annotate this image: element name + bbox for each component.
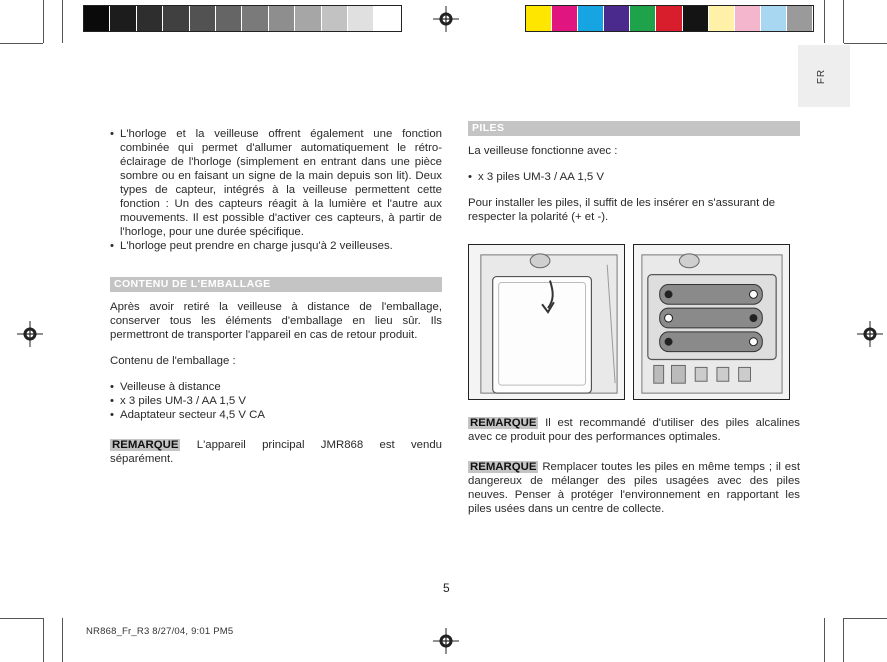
remark-text: Remplacer toutes les piles en même temps ; il est dangereux de mélanger des piles usagées avec des piles neuves. Penser à protéger l'environnement en rapportant les piles usées dans un centre de collecte. [468, 461, 800, 515]
battery-item: • x 3 piles UM-3 / AA 1,5 V [468, 170, 800, 184]
color-swatch [604, 6, 630, 31]
color-swatch [630, 6, 656, 31]
battery-illustrations [468, 244, 800, 400]
color-swatch [683, 6, 709, 31]
crop-mark [824, 0, 825, 43]
grey-swatch [110, 6, 136, 31]
color-swatch [578, 6, 604, 31]
right-column [468, 121, 800, 516]
color-swatch [656, 6, 682, 31]
color-swatch [709, 6, 735, 31]
crop-mark [62, 0, 63, 43]
grey-swatch [163, 6, 189, 31]
install-paragraph: Pour installer les piles, il suffit de les insérer en s'assurant de respecter la polarité (+ et -). [468, 197, 776, 223]
remark-label: REMARQUE [112, 439, 179, 451]
grey-swatch [374, 6, 400, 31]
grey-swatch [322, 6, 348, 31]
grey-swatch [190, 6, 216, 31]
page-number: 5 [443, 581, 450, 595]
left-column [110, 127, 442, 466]
grey-swatch [348, 6, 374, 31]
crop-mark [844, 43, 887, 44]
language-code: FR [816, 68, 828, 85]
remark-paragraph [110, 438, 442, 466]
unpack-paragraph: Après avoir retiré la veilleuse à distance de l'emballage, conserver tous les éléments d'emballage en lieu sûr. Ils permettront de transporter l'appareil en cas de retour produit. [110, 301, 442, 341]
remark-paragraph [468, 416, 800, 444]
grey-swatch [269, 6, 295, 31]
crop-mark [843, 618, 844, 662]
language-tab [798, 45, 850, 107]
grey-swatch [137, 6, 163, 31]
crop-mark [62, 618, 63, 662]
battery-cover-illustration [468, 244, 625, 400]
feature-bullet: • L'horloge peut prendre en charge jusqu'à 2 veilleuses. [110, 239, 442, 253]
crop-mark [0, 618, 43, 619]
registration-mark-icon [17, 321, 43, 347]
crop-mark [43, 618, 44, 662]
grey-swatch [295, 6, 321, 31]
registration-mark-icon [857, 321, 883, 347]
color-swatch [787, 6, 813, 31]
remark-label: REMARQUE [470, 417, 537, 429]
battery-compartment-illustration [633, 244, 790, 400]
color-swatch [761, 6, 787, 31]
color-swatch [552, 6, 578, 31]
grey-calibration-bar [83, 5, 402, 32]
grey-swatch [216, 6, 242, 31]
contents-label: Contenu de l'emballage : [110, 355, 236, 367]
crop-mark [844, 618, 887, 619]
section-heading-batteries: PILES [468, 121, 800, 136]
color-swatch [735, 6, 761, 31]
section-heading-packaging: CONTENU DE L'EMBALLAGE [110, 277, 442, 292]
crop-mark [843, 0, 844, 43]
feature-bullet: • L'horloge et la veilleuse offrent également une fonction combinée qui permet d'allumer automatiquement le rétro-éclairage de l'horloge (simplement en entrant dans une pièce sombre ou en faisant un signe de la main depuis son lit). Deux types de capteur, intégrés à la veilleuse permettent cette fonction : Un des capteurs réagit à la lumière et l'autre aux mouvements. Il est possible d'activer ces capteurs, à partir de l'horloge, pour une durée spécifique. [110, 127, 442, 239]
contents-item: • x 3 piles UM-3 / AA 1,5 V [110, 394, 442, 408]
battery-intro: La veilleuse fonctionne avec : [468, 145, 618, 157]
grey-swatch [84, 6, 110, 31]
remark-text: Il est recommandé d'utiliser des piles alcalines avec ce produit pour des performances optimales. [468, 417, 800, 443]
crop-mark [43, 0, 44, 43]
contents-item: • Veilleuse à distance [110, 380, 442, 394]
grey-swatch [242, 6, 268, 31]
remark-paragraph [468, 460, 800, 516]
crop-mark [824, 618, 825, 662]
remark-label: REMARQUE [470, 461, 537, 473]
crop-mark [0, 43, 43, 44]
registration-mark-icon [433, 6, 459, 32]
registration-mark-icon [433, 628, 459, 654]
color-swatch [526, 6, 552, 31]
color-calibration-bar [525, 5, 814, 32]
print-slug: NR868_Fr_R3 8/27/04, 9:01 PM5 [86, 626, 234, 637]
remark-text: L'appareil principal JMR868 est vendu séparément. [110, 439, 442, 465]
contents-item: • Adaptateur secteur 4,5 V CA [110, 408, 442, 422]
